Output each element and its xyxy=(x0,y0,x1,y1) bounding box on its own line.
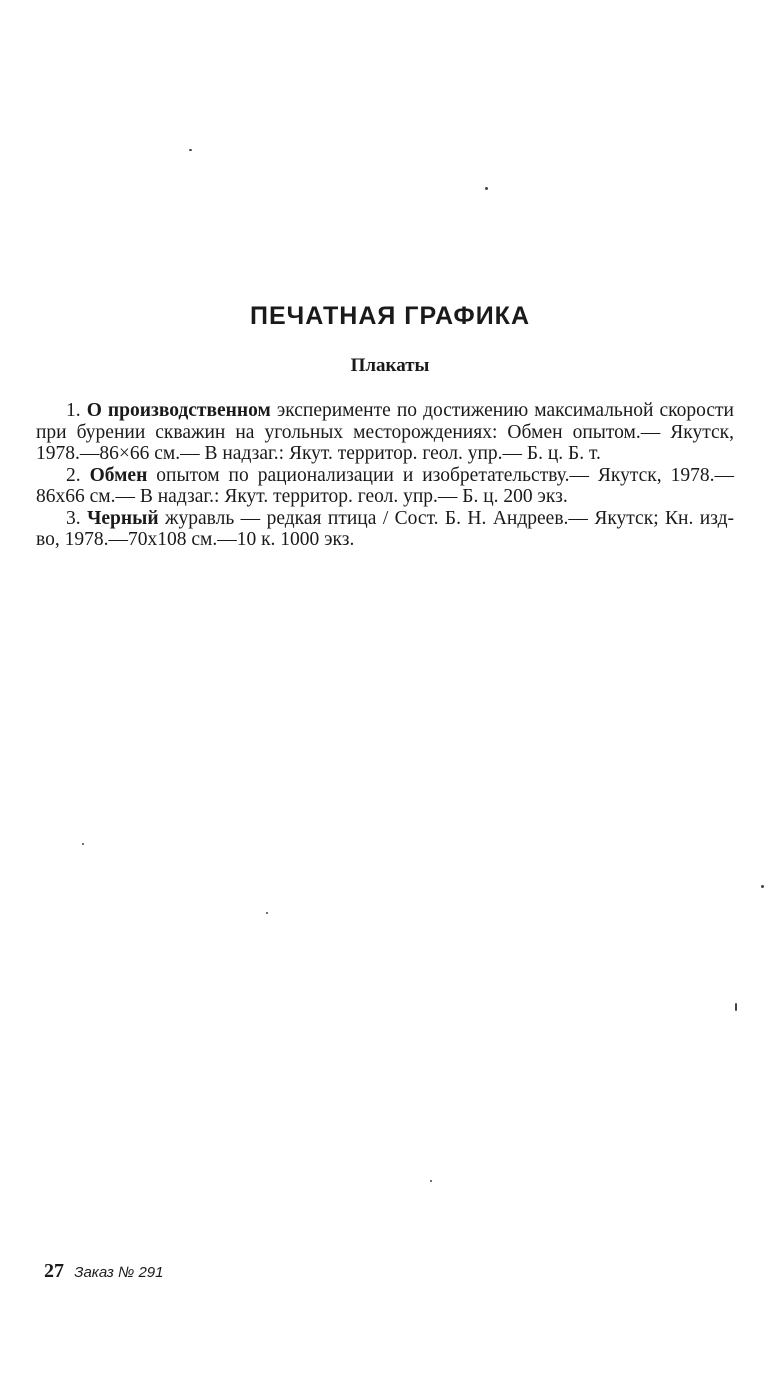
section-heading: ПЕЧАТНАЯ ГРАФИКА xyxy=(249,302,530,330)
entry-text: опытом по рационализации и изобретательству.— Якутск, 1978.—86х66 см.— В надзаг.: Якут. территор. геол. упр.— Б. ц. 200 экз. xyxy=(36,464,734,507)
subsection-heading: Плакаты xyxy=(350,355,430,376)
bibliography-entry xyxy=(36,400,734,465)
entry-lead: Черный xyxy=(87,507,159,529)
entry-number: 2. xyxy=(66,464,81,486)
scan-speck xyxy=(485,187,488,190)
bibliography-list xyxy=(36,400,734,551)
page-footer xyxy=(44,1260,163,1283)
scan-speck xyxy=(82,843,84,845)
bibliography-entry xyxy=(36,508,734,551)
entry-lead: О производственном xyxy=(86,400,271,421)
entry-number: 1. xyxy=(66,400,81,421)
scan-speck xyxy=(266,912,268,914)
bibliography-entry xyxy=(36,465,734,508)
scan-speck xyxy=(761,885,764,888)
print-order: Заказ № 291 xyxy=(74,1264,164,1281)
entry-number: 3. xyxy=(66,507,81,529)
scan-speck xyxy=(735,1003,737,1011)
entry-text: эксперименте по достижению максимальной скорости при бурении скважин на угольных месторождениях: Обмен опытом.— Якутск, 1978.—86×66 см.— В надзаг.: Якут. территор. геол. упр.— Б. ц. Б. т. xyxy=(36,400,734,464)
scan-speck xyxy=(430,1180,432,1182)
signature-number: 27 xyxy=(44,1260,64,1282)
scan-speck xyxy=(189,149,192,151)
entry-text: журавль — редкая птица / Сост. Б. Н. Андреев.— Якутск; Кн. изд-во, 1978.—70х108 см.—10 к. 1000 экз. xyxy=(36,507,734,550)
entry-lead: Обмен xyxy=(89,464,148,486)
